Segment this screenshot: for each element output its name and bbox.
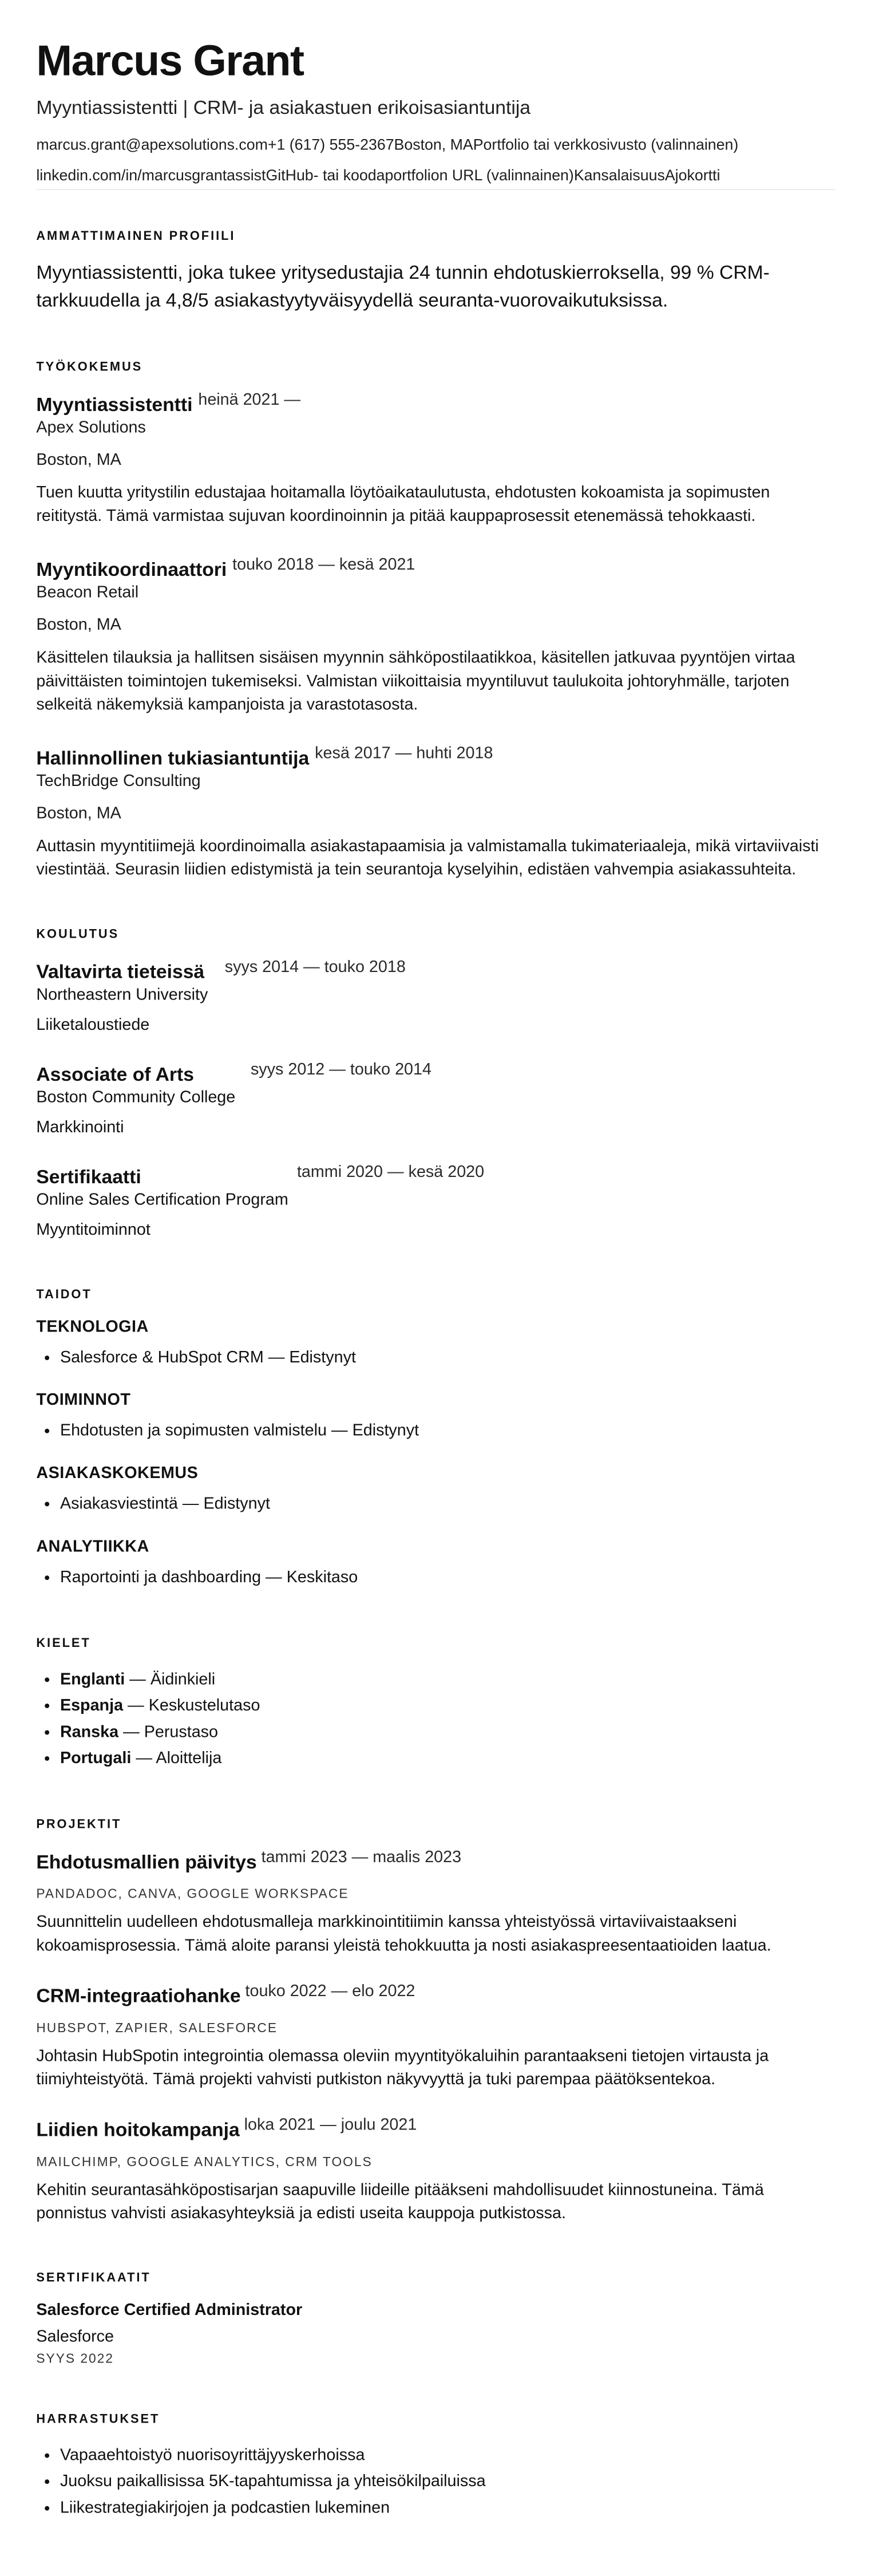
hobby-list bbox=[36, 2442, 835, 2521]
skill-category: TEKNOLOGIA bbox=[36, 1317, 149, 1336]
contact-citizenship: Kansalaisuus bbox=[573, 166, 665, 184]
skill-item: • Asiakasviestintä — Edistynyt bbox=[58, 1491, 835, 1517]
language-level: — Keskustelutaso bbox=[123, 1696, 260, 1715]
candidate-headline: Myyntiassistentti | CRM- ja asiakastuen erikoisasiantuntija bbox=[36, 97, 531, 118]
certification-entry bbox=[36, 2301, 835, 2366]
education-degree: Valtavirta tieteissä bbox=[36, 961, 205, 983]
education-degree: Associate of Arts bbox=[36, 1064, 194, 1086]
language-item bbox=[58, 1666, 835, 1693]
job-location: Boston, MA bbox=[36, 804, 121, 823]
hobby-item: • Vapaaehtoistyö nuorisoyrittäjyyskerhoissa bbox=[58, 2442, 835, 2468]
language-item bbox=[58, 1693, 835, 1719]
language-level: — Äidinkieli bbox=[125, 1670, 216, 1689]
section-title-projects: PROJEKTIT bbox=[36, 1816, 122, 1831]
skill-category: ANALYTIIKKA bbox=[36, 1537, 149, 1556]
contact-github[interactable]: GitHub- tai koodaportfolion URL (valinnainen) bbox=[266, 166, 574, 184]
language-level: — Perustaso bbox=[118, 1722, 219, 1741]
job-company: Beacon Retail bbox=[36, 583, 139, 602]
section-title-certifications: SERTIFIKAATIT bbox=[36, 2270, 151, 2285]
job-description: Tuen kuutta yritystilin edustajaa hoitamalla löytöaikataulutusta, ehdotusten kokoamista ja sopimusten reititystä. Tämä varmistaa sujuvan koordinoinnin ja pitää kauppaprosessit etenemässä tehokkaasti. bbox=[36, 483, 770, 525]
job-title: Myyntikoordinaattori bbox=[36, 559, 227, 581]
skill-category: ASIAKASKOKEMUS bbox=[36, 1464, 199, 1483]
contact-portfolio[interactable]: Portfolio tai verkkosivusto (valinnainen) bbox=[473, 136, 739, 153]
skill-list bbox=[36, 1417, 835, 1444]
project-description: Johtasin HubSpotin integrointia olemassa oleviin myyntityökaluihin parantaakseni tietojen virtausta ja tiimiyhteistyötä. Tämä projekti vahvisti putkiston näkyvyyttä ja tuki parempaa päätöksentekoa. bbox=[36, 2046, 769, 2088]
education-field: Liiketaloustiede bbox=[36, 1016, 150, 1034]
certification-date: SYYS 2022 bbox=[36, 2350, 114, 2366]
contact-drivers-license: Ajokortti bbox=[664, 166, 720, 184]
job-description: Käsittelen tilauksia ja hallitsen sisäisen myynnin sähköpostilaatikkoa, käsitellen jatkuvaa pyyntöjen virtaa päivittäisten toimintojen tukemiseksi. Valmistan viikoittaisia myyntiluvut taulukoita johtoryhmälle, tarjoten selkeitä näkemyksiä kampanjoista ja varastotasosta. bbox=[36, 648, 795, 714]
skill-list bbox=[36, 1564, 835, 1590]
skill-category: TOIMINNOT bbox=[36, 1390, 131, 1409]
contact-phone[interactable]: +1 (617) 555-2367 bbox=[267, 136, 394, 153]
skill-item: • Ehdotusten ja sopimusten valmistelu — Edistynyt bbox=[58, 1417, 835, 1444]
job-entry bbox=[36, 390, 835, 528]
project-entry bbox=[36, 2115, 835, 2225]
header-divider bbox=[36, 189, 835, 190]
section-title-education: KOULUTUS bbox=[36, 926, 120, 941]
education-entry bbox=[36, 957, 835, 1036]
skill-list bbox=[36, 1344, 835, 1370]
language-name: Ranska bbox=[60, 1722, 119, 1741]
skill-item: • Raportointi ja dashboarding — Keskitaso bbox=[58, 1564, 835, 1590]
section-title-profile: AMMATTIMAINEN PROFIILI bbox=[36, 228, 236, 243]
job-dates: touko 2018 — kesä 2021 bbox=[232, 555, 415, 574]
language-level: — Aloittelija bbox=[131, 1749, 222, 1768]
project-description: Suunnittelin uudelleen ehdotusmalleja markkinointitiimin kanssa yhteistyössä virtaviivaistaakseni kokoamisprosessia. Tämä aloite paransi yleistä tehokkuutta ja nosti asiakaspreesentaatioiden laatua. bbox=[36, 1913, 771, 1955]
education-dates: syys 2014 — touko 2018 bbox=[224, 958, 406, 977]
project-tech: PANDADOC, CANVA, GOOGLE WORKSPACE bbox=[36, 1886, 349, 1901]
section-title-hobbies: HARRASTUKSET bbox=[36, 2411, 160, 2426]
skill-list bbox=[36, 1491, 835, 1517]
education-dates: tammi 2020 — kesä 2020 bbox=[296, 1163, 485, 1182]
job-entry bbox=[36, 744, 835, 882]
contact-location: Boston, MA bbox=[394, 136, 473, 153]
contact-linkedin[interactable]: linkedin.com/in/marcusgrantassist bbox=[36, 166, 266, 184]
education-entry bbox=[36, 1060, 835, 1139]
project-title: CRM-integraatiohanke bbox=[36, 1985, 241, 2007]
project-title: Ehdotusmallien päivitys bbox=[36, 1851, 257, 1873]
certification-name: Salesforce Certified Administrator bbox=[36, 2301, 303, 2320]
education-degree: Sertifikaatti bbox=[36, 1166, 141, 1188]
education-institution: Boston Community College bbox=[36, 1088, 236, 1107]
project-title: Liidien hoitokampanja bbox=[36, 2119, 240, 2141]
education-institution: Northeastern University bbox=[36, 985, 208, 1004]
section-title-languages: KIELET bbox=[36, 1635, 91, 1650]
job-title: Hallinnollinen tukiasiantuntija bbox=[36, 747, 310, 769]
job-location: Boston, MA bbox=[36, 615, 121, 634]
skill-item: • Salesforce & HubSpot CRM — Edistynyt bbox=[58, 1344, 835, 1370]
candidate-name: Marcus Grant bbox=[36, 37, 304, 85]
project-dates: tammi 2023 — maalis 2023 bbox=[261, 1848, 462, 1866]
profile-summary: Myyntiassistentti, joka tukee yritysedustajia 24 tunnin ehdotuskierroksella, 99 % CRM-tarkkuudella ja 4,8/5 asiakastyytyväisyydellä seuranta-vuorovaikutuksissa. bbox=[36, 262, 770, 311]
hobby-item: • Liikestrategiakirjojen ja podcastien lukeminen bbox=[58, 2495, 835, 2521]
job-company: TechBridge Consulting bbox=[36, 772, 201, 790]
language-list bbox=[36, 1666, 835, 1772]
job-dates: kesä 2017 — huhti 2018 bbox=[315, 744, 493, 762]
education-field: Myyntitoiminnot bbox=[36, 1220, 151, 1239]
job-description: Auttasin myyntitiimejä koordinoimalla asiakastapaamisia ja valmistamalla tukimateriaaleja, mikä virtaviivaisti viestintää. Seurasin liidien edistymistä ja tein seurantoja kyselyihin, edistäen vahvempia asiakassuhteita. bbox=[36, 837, 819, 879]
job-dates: heinä 2021 — bbox=[198, 390, 301, 409]
education-field: Markkinointi bbox=[36, 1118, 124, 1137]
language-item bbox=[58, 1719, 835, 1745]
project-tech: HUBSPOT, ZAPIER, SALESFORCE bbox=[36, 2020, 278, 2035]
language-name: Englanti bbox=[60, 1670, 125, 1689]
language-item bbox=[58, 1745, 835, 1771]
job-title: Myyntiassistentti bbox=[36, 393, 193, 416]
language-name: Portugali bbox=[60, 1749, 132, 1768]
contact-email[interactable]: marcus.grant@apexsolutions.com bbox=[36, 136, 268, 153]
job-entry bbox=[36, 555, 835, 716]
certification-issuer: Salesforce bbox=[36, 2327, 114, 2346]
contact-line-1 bbox=[36, 135, 835, 154]
job-company: Apex Solutions bbox=[36, 418, 146, 436]
education-dates: syys 2012 — touko 2014 bbox=[250, 1060, 431, 1079]
education-institution: Online Sales Certification Program bbox=[36, 1191, 288, 1209]
contact-line-2 bbox=[36, 166, 835, 185]
language-name: Espanja bbox=[60, 1696, 124, 1715]
job-location: Boston, MA bbox=[36, 450, 121, 469]
resume-content bbox=[36, 39, 835, 2520]
education-entry bbox=[36, 1163, 835, 1242]
section-title-experience: TYÖKOKEMUS bbox=[36, 359, 143, 374]
project-entry bbox=[36, 1981, 835, 2091]
project-description: Kehitin seurantasähköpostisarjan saapuville liideille pitääkseni mahdollisuudet kiinnostuneina. Tämä ponnistus vahvisti asiakasyhteyksiä ja edisti useita kauppoja putkistossa. bbox=[36, 2180, 764, 2222]
section-title-skills: TAIDOT bbox=[36, 1286, 92, 1301]
project-tech: MAILCHIMP, GOOGLE ANALYTICS, CRM TOOLS bbox=[36, 2154, 373, 2169]
hobby-item: • Juoksu paikallisissa 5K-tapahtumissa ja yhteisökilpailuissa bbox=[58, 2468, 835, 2495]
project-dates: touko 2022 — elo 2022 bbox=[245, 1981, 415, 2000]
project-dates: loka 2021 — joulu 2021 bbox=[244, 2115, 417, 2134]
project-entry bbox=[36, 1847, 835, 1957]
